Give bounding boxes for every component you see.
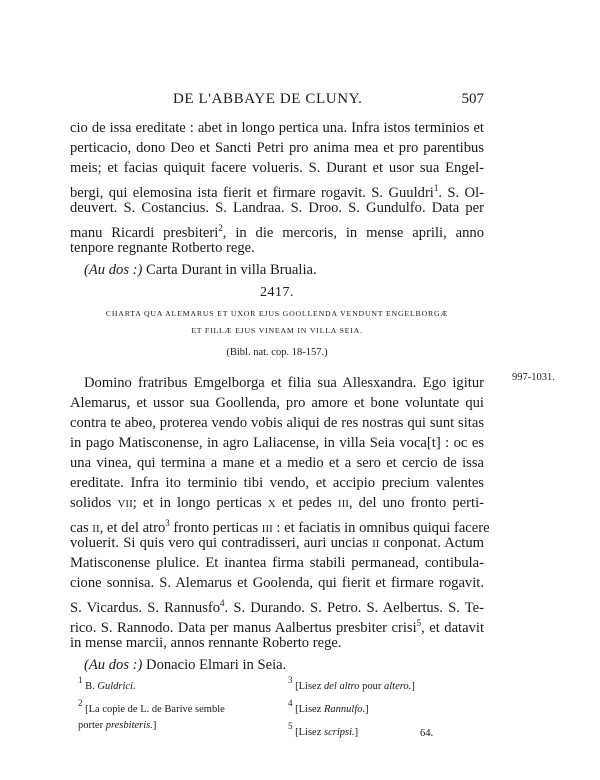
charter-number: 2417. (260, 285, 294, 300)
text-line: rico. S. Rannodo. Data per manus Aalbertus presbiter crisi$^5$, et datavit (70, 618, 484, 636)
footnote-marker: 4 (220, 598, 225, 608)
text-line: solidos VII; et in longo perticas X et pedes III, del uno fronto perti- (70, 495, 484, 511)
footnote-3: 3 [Lisez del altro pour altero.] (288, 675, 415, 692)
footnote-marker: 3 (165, 518, 170, 528)
footnote-2: 2 [La copie de L. de Barive semble (78, 698, 225, 715)
text-line: Domino fratribus Emgelborga et filia sua Allesxandra. Ego igitur (84, 375, 484, 391)
text-line: bergi, qui elemosina ista fierit et firmare rogavit. S. Guuldri$^1$. S. Ol- (70, 183, 484, 201)
footnote-marker: 5 (416, 618, 422, 628)
dorse-note: (Au dos :) Donacio Elmari in Seia. (84, 657, 287, 673)
charter-text (70, 373, 490, 675)
text-line: deuvert. S. Costancius. S. Landraa. S. Droo. S. Gundulfo. Data per (70, 200, 484, 216)
text-line: in mense marcii, annos rennante Roberto rege. (70, 635, 342, 651)
text-line: S. Vicardus. S. Rannusfo$^4$. S. Durando. S. Petro. S. Aelbertus. S. Te- (70, 598, 484, 616)
text-line: ereditate. Infra ito terminio tibi vendo, et accipio precium valentes (70, 475, 484, 491)
text-line: cione sonnisa. S. Alemarus et Goolenda, qui fierit et firmare rogavit. (70, 575, 484, 591)
running-header (70, 91, 484, 111)
charter-title-line: CHARTA QUA ALEMARUS ET UXOR EJUS GOOLLENDA VENDUNT ENGELBORGÆ (105, 309, 449, 318)
text-line: una vinea, qui termina a mane et a medio et a sero et cercio de issa (70, 455, 484, 471)
text-line: contra te abeo, proterea vendo vobis aliqui de res nostras qui sunt sitas (70, 415, 484, 431)
footnote-1: 1 B. Guldrici. (78, 675, 136, 692)
dorse-note: (Au dos :) Carta Durant in villa Brualia. (84, 262, 317, 278)
running-title: DE L'ABBAYE DE CLUNY. (173, 91, 363, 107)
dorse-label: (Au dos :) (84, 262, 143, 278)
signature-mark: 64. (420, 728, 434, 739)
text-line: perticacio, dono Deo et Sancti Petri pro anima mea et pro parentibus (70, 140, 484, 156)
dorse-label: (Au dos :) (84, 657, 143, 673)
text-line: in pago Matisconense, in agro Laliacense, in villa Seia voca[t] : oc es (70, 435, 484, 451)
footnotes-right (288, 672, 488, 741)
text-line: Alemarus, et ussor sua Goollenda, pro amore et bone voluntate qui (70, 395, 484, 411)
footnote-marker: 2 (218, 223, 223, 233)
page-number: 507 (461, 91, 484, 107)
footnotes-left (78, 672, 278, 734)
footnote-marker: 1 (433, 183, 439, 193)
text-line: manu Ricardi presbiteri$^2$, in die mercoris, in mense aprili, anno (70, 223, 484, 241)
footnote-4: 4 [Lisez Rannulfo.] (288, 698, 369, 715)
source-reference: (Bibl. nat. cop. 18-157.) (226, 347, 328, 358)
text-line: Matisconense plulice. Et inantea firma stabili permanead, contibula- (70, 555, 484, 571)
text-line: cio de issa ereditate : abet in longo pertica una. Infra istos terminios et (70, 120, 484, 136)
text-line: tenpore regnante Rotberto rege. (70, 240, 255, 256)
text-line: voluerit. Si quis vero qui contradisseri, auri uncias II conponat. Actum (70, 535, 484, 551)
continuation-text (70, 118, 484, 280)
footnote-2-cont: porter presbiteris.] (78, 720, 157, 731)
footnote-5: 5 [Lisez scripsi.] (288, 721, 359, 738)
text-line: meis; et facias quiquit facere volueris. S. Durant et usor sua Engel- (70, 160, 484, 176)
text-line: cas II, et del atro$^3$ fronto perticas III : et faciatis in omnibus quiqui facere (70, 518, 490, 536)
margin-date: 997-1031. (512, 372, 555, 383)
charter-title-line: ET FILLÆ EJUS VINEAM IN VILLA SEIA. (191, 326, 363, 335)
